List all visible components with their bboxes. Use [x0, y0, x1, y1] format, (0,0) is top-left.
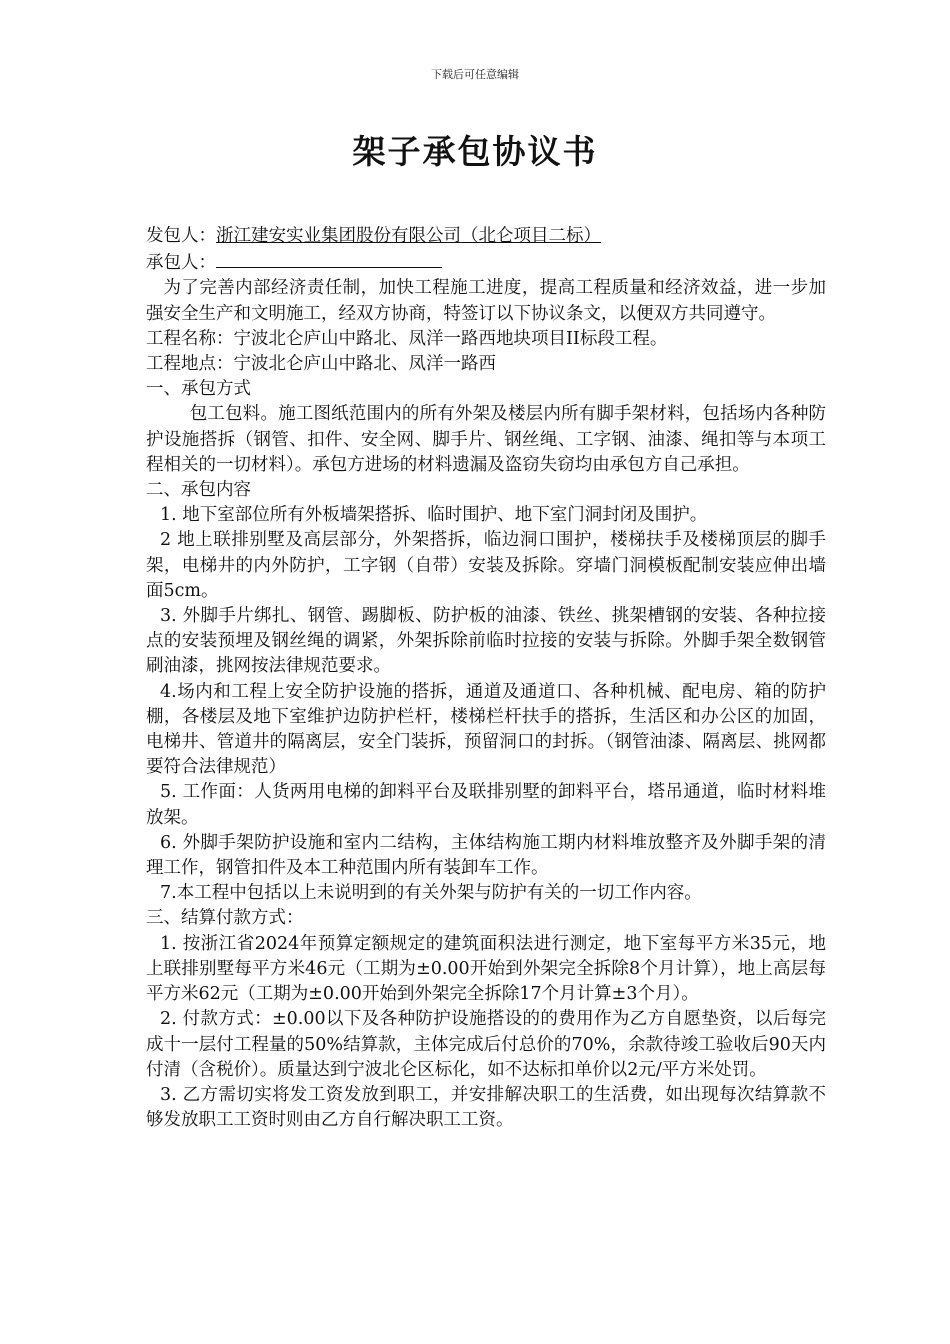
section3-item: 1. 按浙江省2024年预算定额规定的建筑面积法进行测定，地下室每平方米35元，地上联排别墅每平方米46元（工期为±0.00开始到外架完全拆除8个月计算），地上高层每平方米62元（工期为±0.00开始到外架完全拆除17个月计算±3个月）。 [146, 933, 826, 1005]
section1-title: 一、承包方式 [146, 379, 251, 400]
section2-item: 2 地上联排别墅及高层部分，外架搭拆，临边洞口围护，楼梯扶手及楼梯顶层的脚手架，电梯井的内外防护，工字钢（自带）安装及拆除。穿墙门洞模板配制安装应伸出墙面5cm。 [146, 530, 826, 601]
section3-title: 三、结算付款方式： [146, 908, 304, 929]
section2-item: 6. 外脚手架防护设施和室内二结构，主体结构施工期内材料堆放整齐及外脚手架的清理工作，钢管扣件及本工种范围内所有装卸车工作。 [146, 832, 826, 879]
contractor-blank [216, 249, 442, 268]
employer-value: 浙江建安实业集团股份有限公司（北仑项目二标） [216, 226, 601, 246]
section3-item: 2. 付款方式：±0.00以下及各种防护设施搭设的的费用作为乙方自愿垫资，以后每完成十一层付工程量的50%结算款，主体完成后付总价的70%，余款待竣工验收后90天内付清（含税价）。质量达到宁波北仑区标化，如不达标扣单价以2元/平方米处罚。 [146, 1009, 826, 1080]
header-note: 下载后可任意编辑 [431, 68, 519, 81]
employer-label: 发包人： [146, 226, 216, 246]
section2-item: 3. 外脚手片绑扎、钢管、踢脚板、防护板的油漆、铁丝、挑架槽钢的安装、各种拉接点的安装预埋及钢丝绳的调紧，外架拆除前临时拉接的安装与拆除。外脚手架全数钢管刷油漆，挑网按法律规范要求。 [146, 606, 826, 677]
section1-paragraph: 包工包料。施工图纸范围内的所有外架及楼层内所有脚手架材料，包括场内各种防护设施搭拆（钢管、扣件、安全网、脚手片、钢丝绳、工字钢、油漆、绳扣等与本项工程相关的一切材料）。承包方进场的材料遗漏及盗窃失窃均由承包方自己承担。 [146, 404, 826, 475]
section2-item: 7.本工程中包括以上未说明到的有关外架与防护有关的一切工作内容。 [160, 883, 702, 904]
intro-paragraph: 为了完善内部经济责任制，加快工程施工进度，提高工程质量和经济效益，进一步加强安全生产和文明施工，经双方协商，特签订以下协议条文，以便双方共同遵守。 [146, 278, 826, 324]
contractor-line [146, 249, 826, 276]
section2-item: 5. 工作面：人货两用电梯的卸料平台及联排别墅的卸料平台，塔吊通道，临时材料堆放架。 [146, 782, 826, 828]
document-title: 架子承包协议书 [352, 132, 598, 171]
section2-item: 4.场内和工程上安全防护设施的搭拆，通道及通道口、各种机械、配电房、箱的防护棚，各楼层及地下室维护边防护栏杆，楼梯栏杆扶手的搭拆，生活区和办公区的加固，电梯井、管道井的隔离层，安全门装拆，预留洞口的封拆。（钢管油漆、隔离层、挑网都要符合法律规范） [146, 681, 826, 778]
project-location: 工程地点：宁波北仑庐山中路北、凤洋一路西 [146, 354, 496, 375]
employer-line [146, 224, 826, 249]
project-name: 工程名称：宁波北仑庐山中路北、凤洋一路西地块项目II标段工程。 [146, 328, 668, 349]
section2-item: 1. 地下室部位所有外板墙架搭拆、临时围护、地下室门洞封闭及围护。 [160, 505, 708, 526]
document-body [146, 224, 826, 1133]
contractor-label: 承包人： [146, 253, 216, 274]
section3-item: 3. 乙方需切实将发工资发放到职工，并安排解决职工的生活费，如出现每次结算款不够发放职工工资时则由乙方自行解决职工工资。 [146, 1084, 826, 1131]
section2-title: 二、承包内容 [146, 480, 251, 501]
